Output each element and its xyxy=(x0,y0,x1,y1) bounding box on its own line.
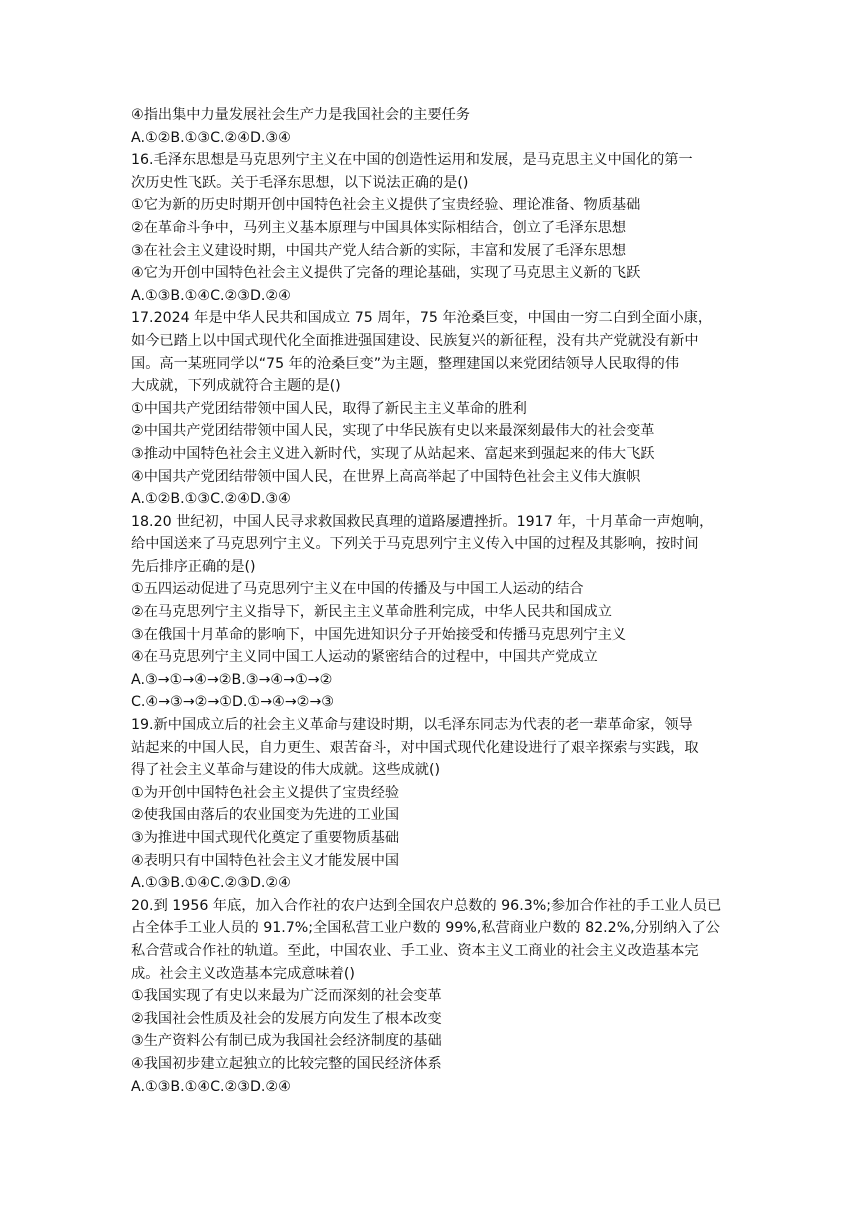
question-19-option-2: ②使我国由落后的农业国变为先进的工业国 xyxy=(131,807,400,824)
question-20-option-3: ③生产资料公有制已成为我国社会经济制度的基础 xyxy=(131,1033,442,1050)
question-20-stem-line: 成。社会主义改造基本完成意味着() xyxy=(131,965,355,982)
question-18-stem-line: 18.20 世纪初，中国人民寻求救国救民真理的道路屡遭挫折。1917 年，十月革命一声炮响， xyxy=(131,513,714,530)
question-18-stem-line: 先后排序正确的是() xyxy=(131,558,256,575)
question-16-option-2: ②在革命斗争中，马列主义基本原理与中国具体实际相结合，创立了毛泽东思想 xyxy=(131,219,627,236)
question-16-stem-line: 次历史性飞跃。关于毛泽东思想，以下说法正确的是() xyxy=(131,174,469,191)
question-16-option-3: ③在社会主义建设时期，中国共产党人结合新的实际，丰富和发展了毛泽东思想 xyxy=(131,242,627,259)
question-19-choices: A.①③B.①④C.②③D.②④ xyxy=(131,875,291,892)
question-18-stem-line: 给中国送来了马克思列宁主义。下列关于马克思列宁主义传入中国的过程及其影响，按时间 xyxy=(131,536,699,553)
question-18-choices-ab: A.③→①→④→②B.③→④→①→② xyxy=(131,671,333,688)
question-18-option-3: ③在俄国十月革命的影响下，中国先进知识分子开始接受和传播马克思列宁主义 xyxy=(131,626,627,643)
question-16 xyxy=(131,149,733,307)
question-20-option-4: ④我国初步建立起独立的比较完整的国民经济体系 xyxy=(131,1055,442,1072)
question-16-stem-line: 16.毛泽东思想是马克思列宁主义在中国的创造性运用和发展，是马克思主义中国化的第一 xyxy=(131,152,693,169)
question-19-stem-line: 19.新中国成立后的社会主义革命与建设时期，以毛泽东同志为代表的老一辈革命家，领导 xyxy=(131,717,693,734)
question-15-tail xyxy=(131,104,733,149)
question-17 xyxy=(131,307,733,510)
question-17-option-2: ②中国共产党团结带领中国人民，实现了中华民族有史以来最深刻最伟大的社会变革 xyxy=(131,423,655,440)
question-19 xyxy=(131,714,733,895)
question-18-choices-cd: C.④→③→②→①D.①→④→②→③ xyxy=(131,694,334,711)
question-15-option-4: ④指出集中力量发展社会生产力是我国社会的主要任务 xyxy=(131,107,471,123)
question-16-option-1: ①它为新的历史时期开创中国特色社会主义提供了宝贵经验、理论准备、物质基础 xyxy=(131,197,641,214)
question-20-stem-line: 私合营或合作社的轨道。至此，中国农业、手工业、资本主义工商业的社会主义改造基本完 xyxy=(131,942,699,959)
question-16-choices: A.①③B.①④C.②③D.②④ xyxy=(131,287,291,304)
question-16-option-4: ④它为开创中国特色社会主义提供了完备的理论基础，实现了马克思主义新的飞跃 xyxy=(131,265,641,282)
question-19-stem-line: 得了社会主义革命与建设的伟大成就。这些成就() xyxy=(131,762,441,779)
question-17-stem-line: 17.2024 年是中华人民共和国成立 75 周年，75 年沧桑巨变，中国由一穷二白到全面小康， xyxy=(131,310,713,327)
document-page xyxy=(131,104,733,1098)
question-20-stem-line: 占全体手工业人员的 91.7%;全国私营工业户数的 99%,私营商业户数的 82.2%,分别纳入了公 xyxy=(131,920,720,937)
question-17-stem-line: 如今已踏上以中国式现代化全面推进强国建设、民族复兴的新征程，没有共产党就没有新中 xyxy=(131,332,699,349)
question-19-stem-line: 站起来的中国人民，自力更生、艰苦奋斗，对中国式现代化建设进行了艰辛探索与实践，取 xyxy=(131,739,699,756)
question-18-option-2: ②在马克思列宁主义指导下，新民主主义革命胜利完成，中华人民共和国成立 xyxy=(131,604,612,621)
question-20-option-2: ②我国社会性质及社会的发展方向发生了根本改变 xyxy=(131,1010,442,1027)
question-19-option-4: ④表明只有中国特色社会主义才能发展中国 xyxy=(131,852,400,869)
question-20 xyxy=(131,895,733,1098)
question-19-option-1: ①为开创中国特色社会主义提供了宝贵经验 xyxy=(131,784,400,801)
question-18-option-1: ①五四运动促进了马克思列宁主义在中国的传播及与中国工人运动的结合 xyxy=(131,581,584,598)
question-17-option-4: ④中国共产党团结带领中国人民，在世界上高高举起了中国特色社会主义伟大旗帜 xyxy=(131,468,641,485)
question-17-stem-line: 国。高一某班同学以“75 年的沧桑巨变”为主题，整理建国以来党团结领导人民取得的伟 xyxy=(131,355,680,372)
question-20-stem-line: 20.到 1956 年底，加入合作社的农户达到全国农户总数的 96.3%;参加合作社的手工业人员已 xyxy=(131,897,722,914)
question-20-choices: A.①③B.①④C.②③D.②④ xyxy=(131,1078,291,1095)
question-18 xyxy=(131,511,733,714)
question-15-choices: A.①②B.①③C.②④D.③④ xyxy=(131,129,291,146)
question-17-option-1: ①中国共产党团结带领中国人民，取得了新民主主义革命的胜利 xyxy=(131,400,527,417)
question-19-option-3: ③为推进中国式现代化奠定了重要物质基础 xyxy=(131,830,400,846)
question-17-option-3: ③推动中国特色社会主义进入新时代，实现了从站起来、富起来到强起来的伟大飞跃 xyxy=(131,445,655,462)
question-20-option-1: ①我国实现了有史以来最为广泛而深刻的社会变革 xyxy=(131,988,442,1005)
question-17-stem-line: 大成就，下列成就符合主题的是() xyxy=(131,378,341,395)
question-18-option-4: ④在马克思列宁主义同中国工人运动的紧密结合的过程中，中国共产党成立 xyxy=(131,649,598,666)
question-17-choices: A.①②B.①③C.②④D.③④ xyxy=(131,491,291,508)
